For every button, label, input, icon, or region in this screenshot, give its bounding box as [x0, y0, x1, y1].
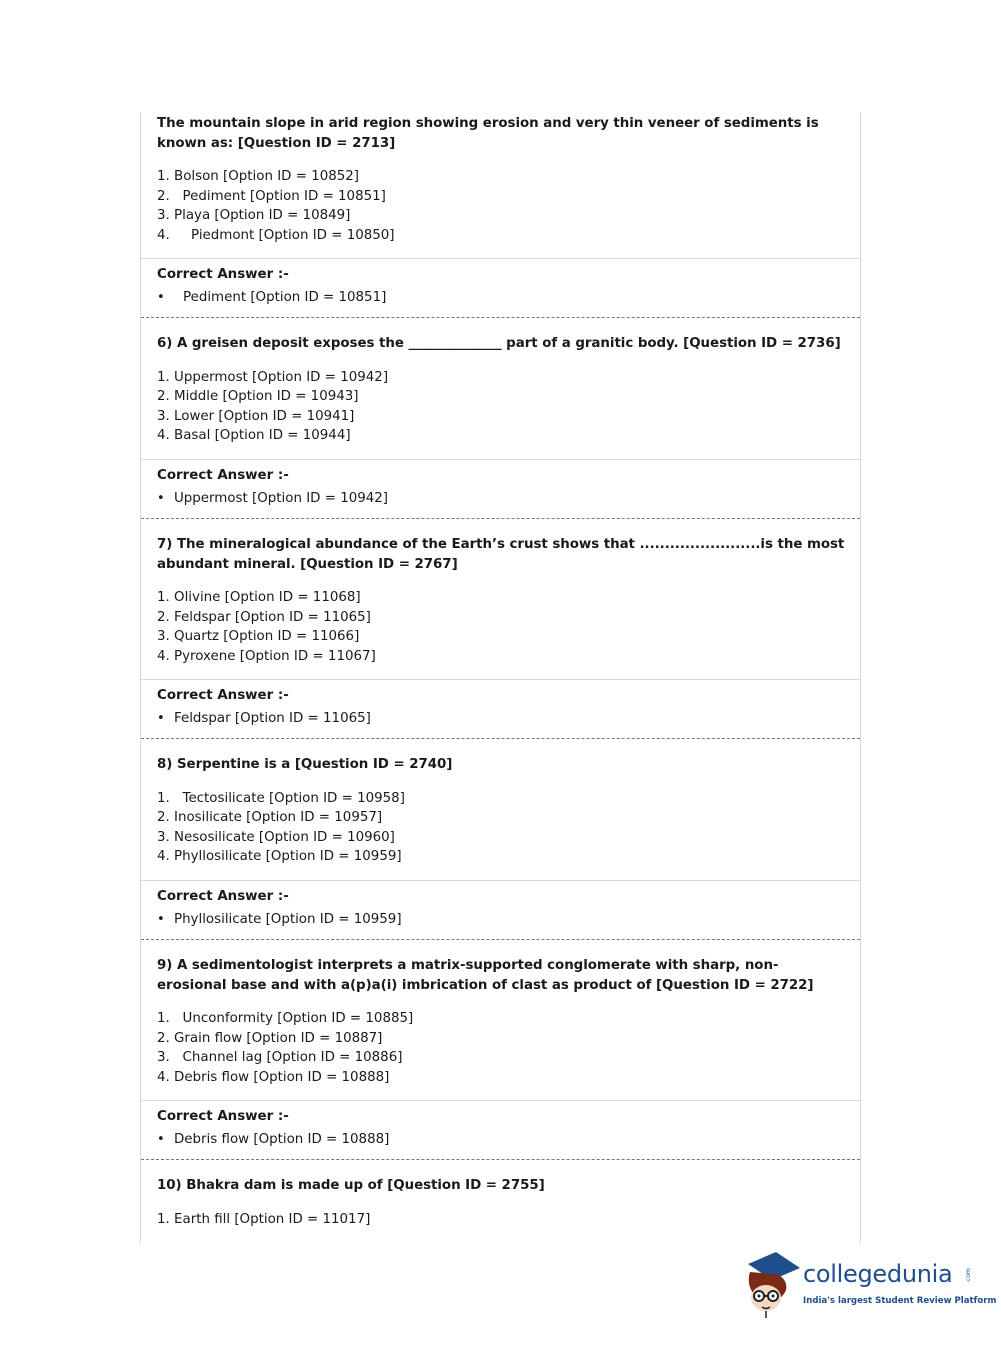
bullet-icon: •: [157, 711, 165, 726]
divider: [141, 1100, 860, 1101]
correct-answer-title: Correct Answer :-: [157, 468, 289, 483]
option-1: 1. Olivine [Option ID = 11068]: [157, 590, 361, 605]
bullet-icon: •: [157, 1132, 165, 1147]
option-2: 2. Middle [Option ID = 10943]: [157, 389, 359, 404]
option-1: 1. Tectosilicate [Option ID = 10958]: [157, 790, 405, 806]
correct-answer-title: Correct Answer :-: [157, 267, 289, 282]
option-1: 1. Uppermost [Option ID = 10942]: [157, 369, 389, 385]
divider: [141, 679, 860, 680]
option-2: 2. Pediment [Option ID = 10851]: [157, 188, 386, 204]
question-separator: [141, 738, 860, 739]
option-2: 2. Feldspar [Option ID = 11065]: [157, 609, 371, 625]
correct-answer-value: Uppermost [Option ID = 10942]: [174, 491, 389, 506]
question-separator: [141, 939, 860, 940]
bullet-icon: •: [157, 912, 165, 927]
question-separator: [141, 518, 860, 519]
mascot-icon: [742, 1250, 802, 1320]
option-3: 3. Quartz [Option ID = 11066]: [157, 629, 360, 644]
correct-answer-6: [141, 466, 860, 509]
option-4: 4. Phyllosilicate [Option ID = 10959]: [157, 849, 402, 864]
question-6: [141, 334, 860, 446]
option-3: 3. Channel lag [Option ID = 10886]: [157, 1050, 403, 1065]
correct-answer-value: Debris flow [Option ID = 10888]: [174, 1132, 390, 1147]
question-5: [141, 114, 860, 245]
question-text: 8) Serpentine is a [Question ID = 2740]: [157, 757, 453, 772]
option-1: 1. Unconformity [Option ID = 10885]: [157, 1011, 414, 1026]
question-text: 10) Bhakra dam is made up of [Question ID = 2755]: [157, 1178, 545, 1193]
option-1: 1. Earth fill [Option ID = 11017]: [157, 1211, 371, 1227]
correct-answer-value: Feldspar [Option ID = 11065]: [174, 711, 371, 726]
question-text: 9) A sedimentologist interprets a matrix-supported conglomerate with sharp, non-erosional base and with a(p)a(i) imbrication of clast as product of [Question ID = 2722]: [157, 958, 814, 993]
correct-answer-7: [141, 686, 860, 729]
option-2: 2. Inosilicate [Option ID = 10957]: [157, 810, 383, 825]
option-4: 4. Piedmont [Option ID = 10850]: [157, 227, 395, 243]
question-10: [141, 1176, 860, 1229]
correct-answer-title: Correct Answer :-: [157, 1109, 289, 1124]
bullet-icon: •: [157, 290, 165, 305]
question-7: [141, 535, 860, 666]
correct-answer-9: [141, 1107, 860, 1150]
brand-name: collegedunia: [803, 1260, 953, 1288]
correct-answer-title: Correct Answer :-: [157, 889, 289, 904]
question-separator: [141, 317, 860, 318]
brand-tagline: India's largest Student Review Platform: [803, 1296, 997, 1306]
question-paper: [140, 112, 861, 1243]
option-1: 1. Bolson [Option ID = 10852]: [157, 169, 360, 184]
correct-answer-value: Pediment [Option ID = 10851]: [183, 290, 387, 305]
bullet-icon: •: [157, 491, 165, 506]
collegedunia-logo: [742, 1250, 997, 1320]
option-3: 3. Nesosilicate [Option ID = 10960]: [157, 829, 395, 845]
correct-answer-5: [141, 265, 860, 308]
brand-suffix: .com: [964, 1268, 972, 1283]
divider: [141, 459, 860, 460]
option-3: 3. Lower [Option ID = 10941]: [157, 408, 355, 424]
correct-answer-8: [141, 887, 860, 930]
divider: [141, 258, 860, 259]
option-4: 4. Pyroxene [Option ID = 11067]: [157, 648, 376, 664]
question-9: [141, 956, 860, 1087]
question-separator: [141, 1159, 860, 1160]
correct-answer-title: Correct Answer :-: [157, 688, 289, 703]
correct-answer-value: Phyllosilicate [Option ID = 10959]: [174, 912, 402, 927]
question-text: 6) A greisen deposit exposes the ______________ part of a granitic body. [Question ID = 2736]: [157, 336, 841, 351]
option-2: 2. Grain flow [Option ID = 10887]: [157, 1030, 383, 1046]
question-text: The mountain slope in arid region showing erosion and very thin veneer of sediments is known as: [Question ID = 2713]: [157, 116, 819, 151]
option-4: 4. Debris flow [Option ID = 10888]: [157, 1069, 390, 1085]
option-4: 4. Basal [Option ID = 10944]: [157, 428, 351, 443]
question-8: [141, 755, 860, 867]
option-3: 3. Playa [Option ID = 10849]: [157, 208, 351, 223]
divider: [141, 880, 860, 881]
question-text: 7) The mineralogical abundance of the Earth’s crust shows that ........................is the most abundant mineral. [Question ID = 2767]: [157, 537, 845, 572]
